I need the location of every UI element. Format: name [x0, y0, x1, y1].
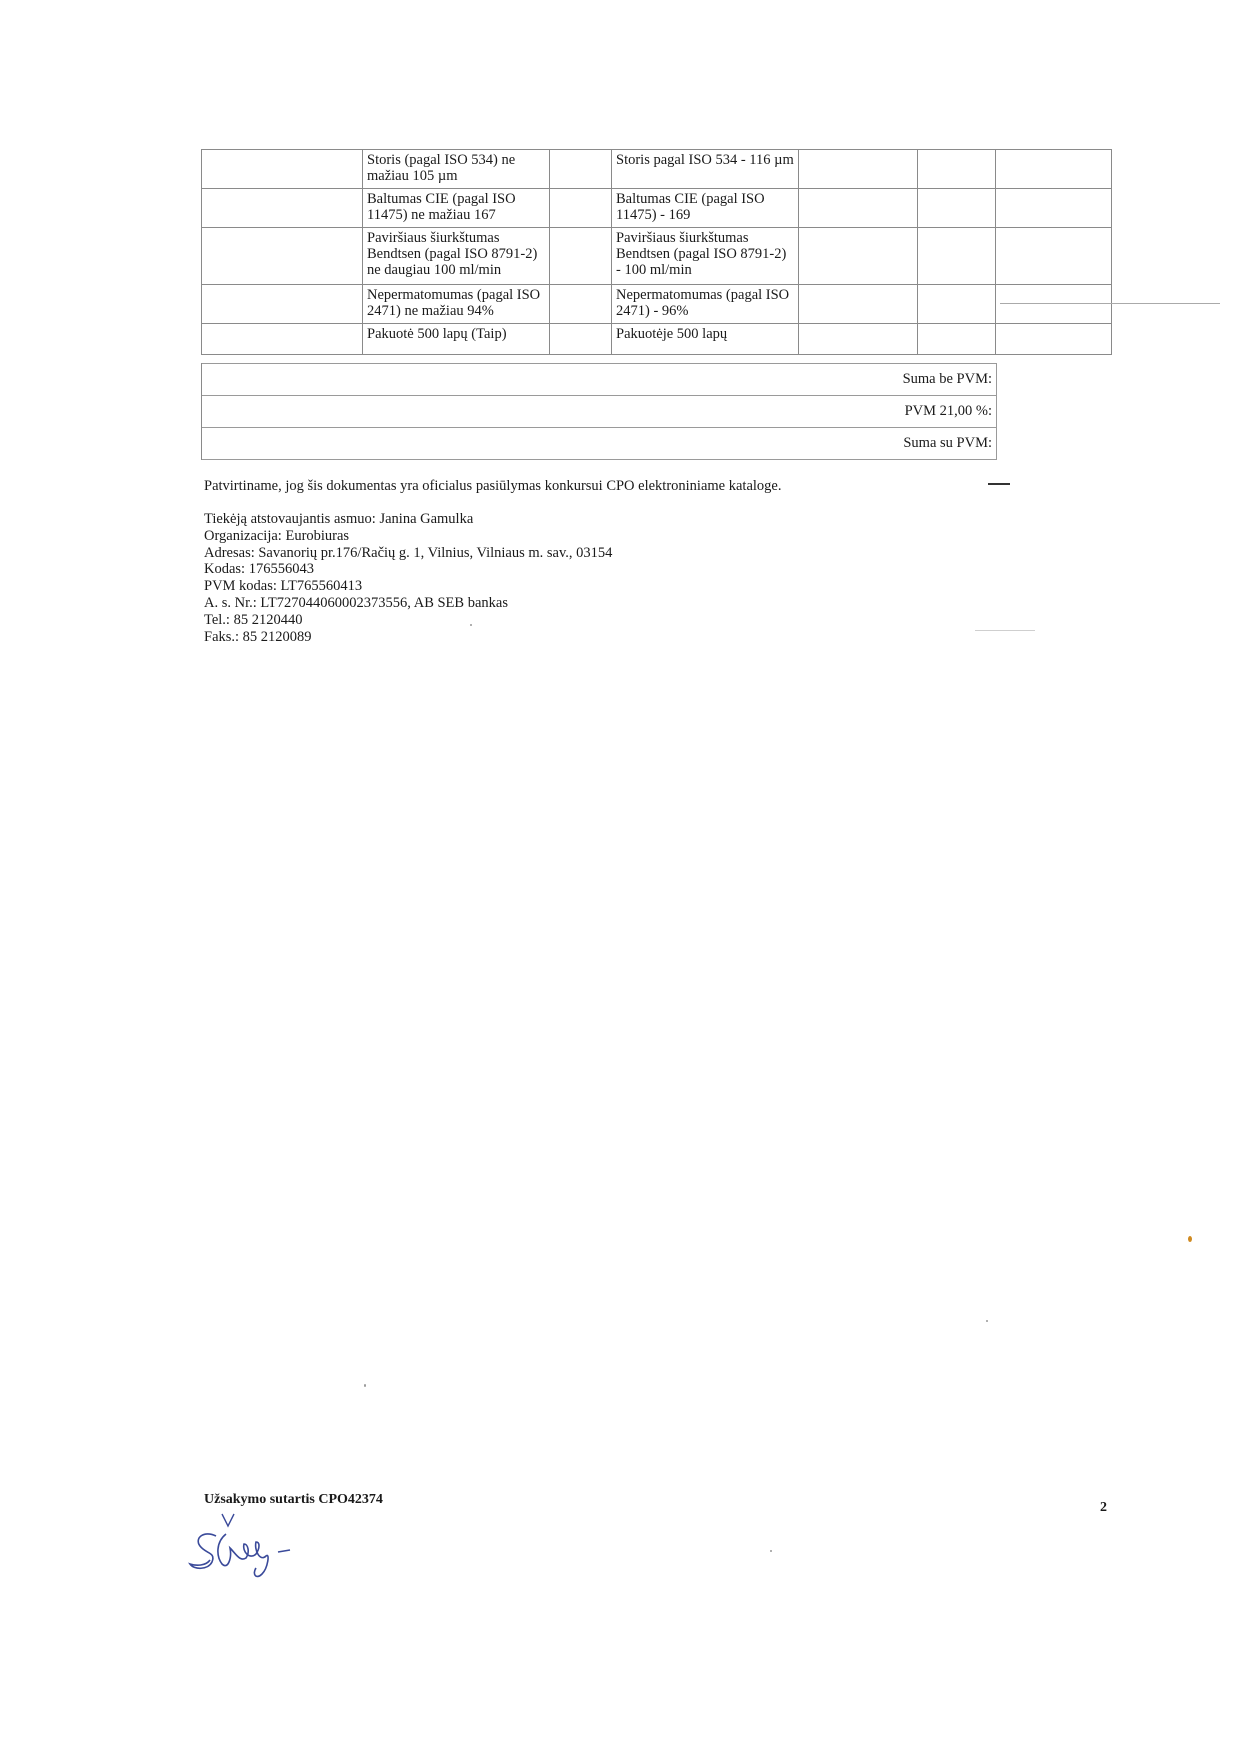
table-row [202, 150, 1112, 189]
scan-speck [470, 624, 472, 626]
requirement-cell: Storis (pagal ISO 534) ne mažiau 105 µm [363, 150, 550, 189]
requirement-cell: Pakuotė 500 lapų (Taip) [363, 324, 550, 355]
vat-code-line: PVM kodas: LT765560413 [204, 578, 363, 595]
table-row [202, 324, 1112, 355]
supplier-details [204, 511, 612, 645]
offered-cell: Nepermatomumas (pagal ISO 2471) - 96% [612, 285, 799, 324]
scan-speck [1188, 1236, 1192, 1242]
page-number: 2 [1100, 1500, 1107, 1515]
address-line: Adresas: Savanorių pr.176/Račių g. 1, Vilnius, Vilniaus m. sav., 03154 [204, 544, 613, 561]
fax-line: Faks.: 85 2120089 [204, 628, 312, 645]
table-cell [799, 285, 918, 324]
table-cell [550, 285, 612, 324]
table-cell [799, 228, 918, 285]
sum-with-vat-label: Suma su PVM: [903, 435, 992, 451]
sum-without-vat-label: Suma be PVM: [902, 371, 992, 387]
scan-speck [364, 1384, 366, 1387]
organization-line: Organizacija: Eurobiuras [204, 527, 350, 544]
table-cell [996, 150, 1112, 189]
vat-label: PVM 21,00 %: [904, 403, 992, 419]
offered-cell: Baltumas CIE (pagal ISO 11475) - 169 [612, 189, 799, 228]
table-cell [550, 228, 612, 285]
total-row-with-vat [202, 428, 997, 460]
table-cell [202, 324, 363, 355]
divider [975, 630, 1035, 631]
table-cell [799, 189, 918, 228]
totals-block [201, 363, 997, 460]
representative-line: Tiekėją atstovaujantis asmuo: Janina Gamulka [204, 511, 474, 527]
table-cell [202, 228, 363, 285]
table-row [202, 228, 1112, 285]
table-cell [799, 150, 918, 189]
scan-speck [986, 1320, 988, 1322]
table-cell [202, 285, 363, 324]
table-cell [550, 150, 612, 189]
company-code-line: Kodas: 176556043 [204, 561, 314, 578]
table-row [202, 285, 1112, 324]
table-cell [918, 189, 996, 228]
table-cell [918, 150, 996, 189]
table-cell [996, 324, 1112, 355]
divider [996, 363, 997, 459]
table-row [202, 189, 1112, 228]
requirement-cell: Paviršiaus šiurkštumas Bendtsen (pagal ISO 8791-2) ne daugiau 100 ml/min [363, 228, 550, 285]
table-cell [799, 324, 918, 355]
bank-account-line: A. s. Nr.: LT727044060002373556, AB SEB bankas [204, 594, 508, 611]
contract-title: Užsakymo sutartis CPO42374 [204, 1492, 383, 1507]
offered-cell: Storis pagal ISO 534 - 116 µm [612, 150, 799, 189]
requirement-cell: Baltumas CIE (pagal ISO 11475) ne mažiau 167 [363, 189, 550, 228]
table-cell [918, 228, 996, 285]
confirmation-text: Patvirtiname, jog šis dokumentas yra oficialus pasiūlymas konkursui CPO elektroniniame kataloge. [204, 478, 782, 494]
handwritten-signature [186, 1508, 326, 1588]
table-cell [996, 285, 1112, 324]
specification-table [201, 149, 1112, 355]
divider [1000, 303, 1220, 304]
table-cell [550, 324, 612, 355]
divider [988, 483, 1010, 485]
total-row-without-vat [202, 363, 997, 396]
offered-cell: Paviršiaus šiurkštumas Bendtsen (pagal ISO 8791-2) - 100 ml/min [612, 228, 799, 285]
table-cell [996, 228, 1112, 285]
table-cell [550, 189, 612, 228]
offered-cell: Pakuotėje 500 lapų [612, 324, 799, 355]
table-cell [202, 150, 363, 189]
table-cell [918, 324, 996, 355]
table-cell [202, 189, 363, 228]
requirement-cell: Nepermatomumas (pagal ISO 2471) ne mažiau 94% [363, 285, 550, 324]
table-cell [918, 285, 996, 324]
table-cell [996, 189, 1112, 228]
total-row-vat [202, 396, 997, 428]
phone-line: Tel.: 85 2120440 [204, 611, 303, 628]
scan-speck [770, 1550, 772, 1552]
